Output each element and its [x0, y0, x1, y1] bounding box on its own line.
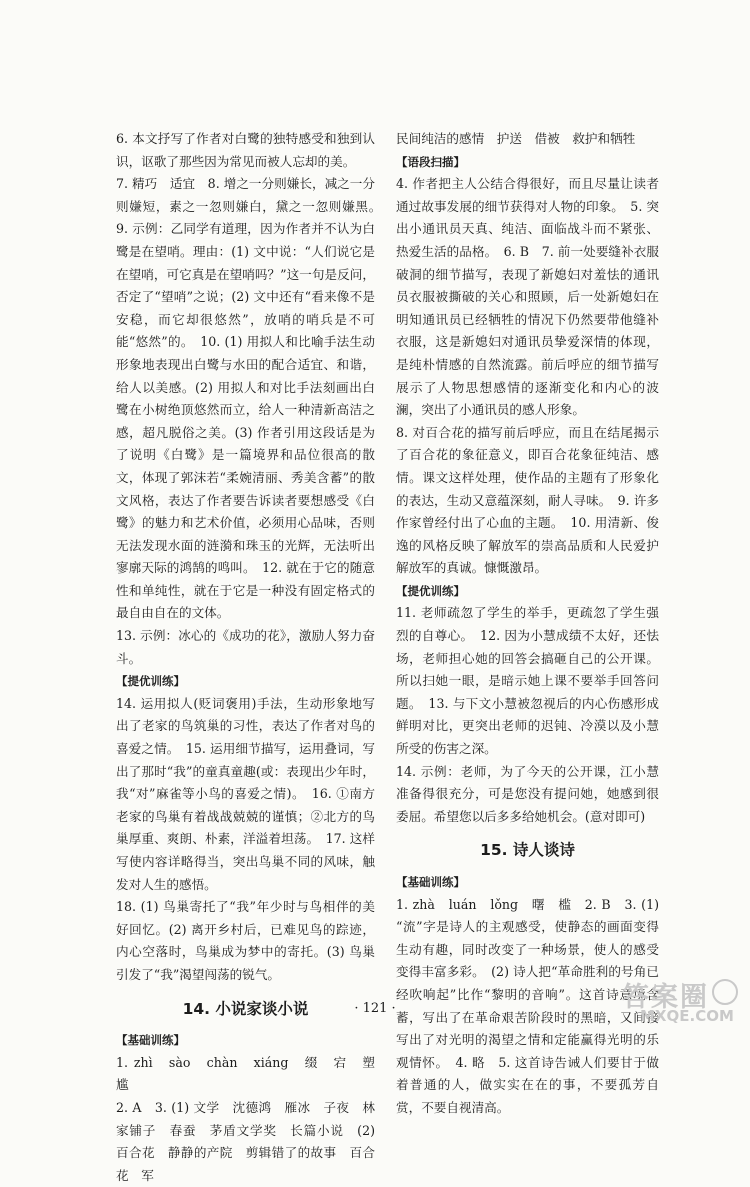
answer-18: 18. (1) 鸟巢寄托了“我”年少时与鸟相伴的美好回忆。(2) 离开乡村后，已难见鸟的踪迹，内心空落时，鸟巢成为梦中的寄托。(3) 鸟巢引发了“我”渴望闯荡的锐气。 — [116, 899, 375, 982]
watermark-badge-icon — [712, 979, 738, 1005]
answers-1-5: 1. zhà luán lǒng 曙 槛 2. B 3. (1) “流”字是诗人的主观感受，使静态的画面变得生动有趣，同时改变了一种场景，使人的感受变得丰富多彩。 (2) 诗人把“革命胜利的号角已经吹响起”比作“黎明的音响”。这首诗意境含蓄，写出了在革命艰苦阶段时的黑暗，又间接写出了对光明的渴望之情和定能赢得光明的乐观情怀。 4. 略 5. 这首诗告诫人们要甘于做着普通的人，做实实在在的事，不要孤芳自赏，不要自视清高。 — [396, 896, 659, 1115]
answers-4-7: 4. 作者把主人公结合得很好，而且尽量让读者通过故事发展的细节获得对人物的印象。 5. 突出小通讯员天真、纯洁、面临战斗而不紧张、热爱生活的品格。 6. B 7. 前一处要缝补衣服破洞的细节描写，表现了新媳妇对羞怯的通讯员衣服被撕破的关心和照顾，后一处新媳妇在明知通讯员已经牺牲的情况下仍然要带他缝补衣服，这是新媳妇对通讯员挚爱深情的体现，是纯朴情感的自然流露。前后呼应的细节描写展示了人物思想感情的逐渐变化和内心的波澜，突出了小通讯员的感人形象。 — [396, 176, 659, 418]
answers-11-13: 11. 老师疏忽了学生的举手，更疏忽了学生强烈的自尊心。 12. 因为小慧成绩不太好，还怯场，老师担心她的回答会搞砸自己的公开课。所以扫她一眼，是暗示她上课不要举手回答问题。 13. 与下文小慧被忽视后的内心伤感形成鲜明对比，更突出老师的迟钝、冷漠以及小慧所受的伤害之深。 — [396, 605, 659, 757]
section-tag-yuduan: 【语段扫描】 — [396, 154, 465, 169]
right-column — [396, 128, 659, 1120]
answer-1-pinyin: 1. zhì sào chàn xiáng 缀 宕 塑 尴 — [116, 1054, 388, 1093]
page-number: · 121 · — [354, 1001, 396, 1016]
section-tag-tiyou: 【提优训练】 — [116, 674, 185, 689]
answer-13: 13. 示例：冰心的《成功的花》，激励人努力奋斗。 — [116, 628, 375, 666]
watermark-logo — [618, 975, 742, 1027]
answers-2-3: 2. A 3. (1) 文学 沈德鸿 雁冰 子夜 林家铺子 春蚕 茅盾文学奖 长篇小说 (2) 百合花 静静的产院 剪辑错了的故事 百合花 军 — [116, 1099, 375, 1183]
section-tag-jichu: 【基础训练】 — [116, 1033, 185, 1048]
answer-6: 6. 本文抒写了作者对白鹭的独特感受和独到认识，讴歌了那些因为常见而被人忘却的美。 — [116, 131, 375, 169]
watermark-text: 答案圈 — [622, 982, 709, 1013]
section-tag-jichu-2: 【基础训练】 — [396, 875, 465, 889]
section-tag-tiyou-2: 【提优训练】 — [396, 583, 465, 598]
chapter-title-15: 15. 诗人谈诗 — [480, 841, 575, 860]
answer-14: 14. 示例：老师，为了今天的公开课，江小慧准备得很充分，可是您没有提问她，她感到很委屈。希望您以后多多给她机会。(意对即可) — [396, 763, 659, 824]
watermark-domain: MXQE.COM — [640, 1007, 734, 1025]
answer-3-cont: 民间纯洁的感情 护送 借被 救护和牺牲 — [396, 131, 636, 146]
left-column — [116, 128, 388, 1187]
answers-8-10: 8. 对百合花的描写前后呼应，而且在结尾揭示了百合花的象征意义，即百合花象征纯洁、感情。课文这样处理，使作品的主题有了形象化的表达，生动又意蕴深刻，耐人寻味。 9. 许多作家曾经付出了心血的主题。 10. 用清新、俊逸的风格反映了解放军的崇高品质和人民爱护解放军的真诚。慷慨激昂。 — [396, 424, 659, 576]
chapter-title-14: 14. 小说家谈小说 — [182, 999, 309, 1018]
answers-7-12: 7. 精巧 适宜 8. 增之一分则嫌长，减之一分则嫌短，素之一忽则嫌白，黛之一忽则嫌黑。 9. 示例：乙同学有道理，因为作者并不认为白鹭是在望哨。理由：(1) 文中说：“人们说它是在望哨，可它真是在望哨吗？”这一句是反问，否定了“望哨”之说；(2) 文中还有“看来像不是安稳，而它却很悠然”，放哨的哨兵是不可能“悠然”的。 10. (1) 用拟人和比喻手法生动形象地表现出白鹭与水田的配合适宜、和谐，给人以美感。(2) 用拟人和对比手法刻画出白鹭在小树绝顶悠然而立，给人一种清新高洁之感，超凡脱俗之美。(3) 作者引用这段话是为了说明《白鹭》是一篇境界和品位很高的散文，体现了郭沫若“柔婉清丽、秀美含蓄”的散文风格，表达了作者要告诉读者要想感受《白鹭》的魅力和艺术价值，必须用心品味，否则无法发现水面的涟漪和珠玉的光辉，无法听出寥廓天际的鸿鹄的鸣叫。 12. 就在于它的随意性和单纯性，就在于它是一种没有固定格式的最自由自在的文体。 — [116, 176, 388, 621]
answers-14-17: 14. 运用拟人(贬词褒用)手法，生动形象地写出了老家的鸟筑巢的习性，表达了作者对鸟的喜爱之情。 15. 运用细节描写，运用叠词，写出了那时“我”的童真童趣(或：表现出少年时，我“对”麻雀等小鸟的喜爱之情)。 16. ①南方老家的鸟巢有着战战兢兢的谨慎；②北方的鸟巢厚重、爽朗、朴素，洋溢着坦荡。 17. 这样写使内容详略得当，突出鸟巢不同的风味，触发对人生的感悟。 — [116, 695, 375, 892]
